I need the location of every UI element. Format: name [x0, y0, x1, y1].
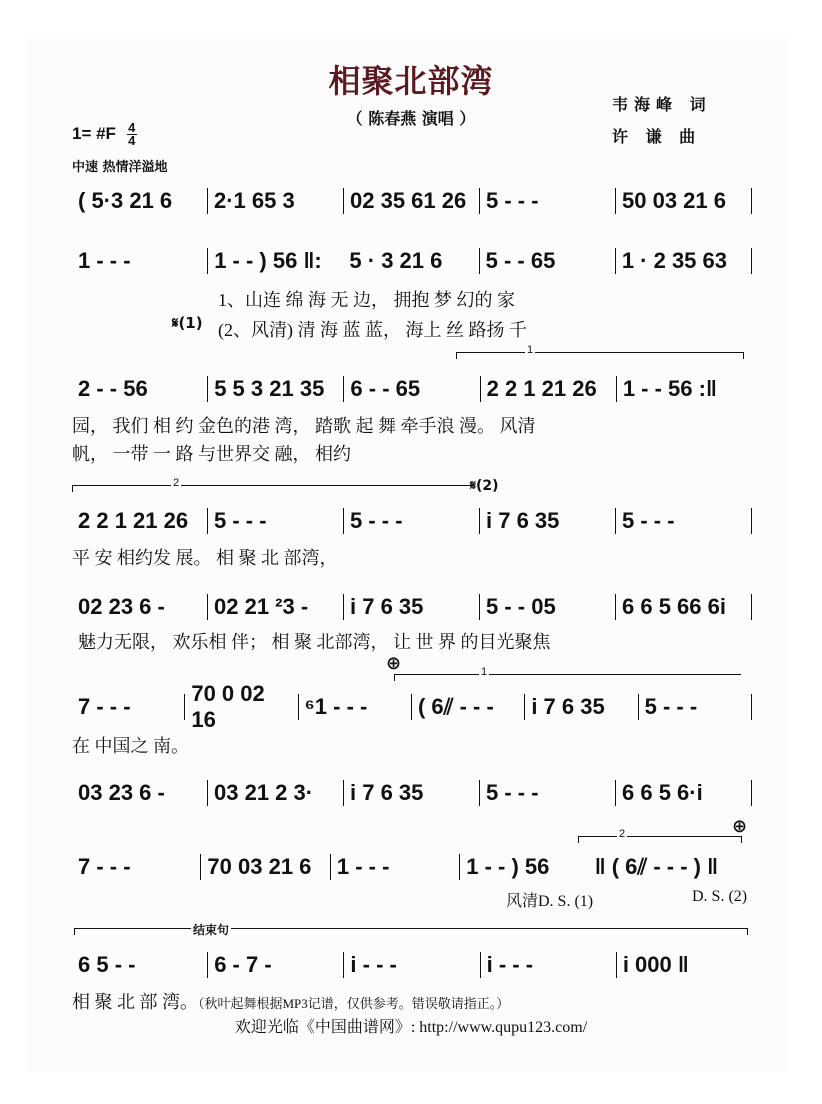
measure: 02 35 61 26	[350, 188, 467, 213]
measure: 1 - - 56 :‖	[622, 376, 717, 401]
measure: 5 - - -	[486, 188, 539, 213]
ds1-marker: 风清D. S. (1)	[506, 893, 594, 910]
song-title: 相聚北部湾	[328, 62, 494, 100]
composer-credit: 许 谦 曲	[612, 127, 702, 146]
staff-row-3	[72, 372, 752, 406]
measure: i 000 ‖	[622, 952, 689, 977]
measure: 1 - - -	[336, 854, 390, 879]
measure: 6 6 5 66 6i	[622, 594, 726, 619]
lyric-verse1-line1: 1、山连 绵 海 无 边， 拥抱 梦 幻的 家	[218, 290, 515, 310]
tempo-marking: 中速 热情洋溢地	[72, 160, 168, 175]
measure: 70 03 21 6	[207, 854, 312, 879]
lyric-line5: 在 中国之 南。	[72, 736, 189, 756]
footer-website: 欢迎光临《中国曲谱网》: http://www.qupu123.com/	[234, 1019, 588, 1036]
time-signature: $\frac{4}{4}$	[128, 120, 136, 148]
coda-icon-2: ⊕	[732, 816, 748, 837]
measure: 5 - - -	[486, 780, 539, 805]
measure: ⁶1 - - -	[304, 694, 368, 719]
lyric-line4: 魅力无限， 欢乐相 伴； 相 聚 北部湾， 让 世 界 的目光聚焦	[78, 632, 551, 652]
measure: 02 23 6 -	[78, 594, 165, 619]
lyricist-credit: 韦海峰 词	[612, 95, 712, 114]
measure: ( 6⫽ - - -	[417, 694, 494, 719]
measure: 5 - - -	[214, 508, 267, 533]
measure: 6 5 - -	[78, 952, 136, 977]
measure: i 7 6 35	[486, 508, 560, 533]
measure: 6 - 7 -	[214, 952, 272, 977]
measure: 6 - - 65	[350, 376, 421, 401]
measure: 5 - - -	[350, 508, 403, 533]
transcriber-note: （秋叶起舞根据MP3记谱，仅供参考。错误敬请指正。）	[198, 996, 510, 1011]
volta-bracket-2: 2	[72, 485, 473, 492]
measure: 70 0 02 16	[191, 681, 265, 732]
measure: 5 - - 05	[486, 594, 556, 619]
measure: 02 21 ²3 -	[214, 594, 309, 619]
ds2-marker: D. S. (2)	[692, 888, 748, 905]
measure: 1 - - ) 56 ‖:	[214, 248, 322, 273]
measure: 2 - - 56	[78, 376, 148, 401]
lyric-line8: 相 聚 北 部 湾。（秋叶起舞根据MP3记谱，仅供参考。错误敬请指正。）	[72, 992, 510, 1012]
measure: i 7 6 35	[350, 780, 424, 805]
volta-bracket-1: 1	[456, 352, 744, 359]
key-signature	[72, 122, 137, 147]
measure: i - - -	[350, 952, 397, 977]
staff-row-8	[72, 850, 752, 884]
measure: 03 23 6 -	[78, 780, 165, 805]
lyric-line3: 平 安 相约发 展。 相 聚 北 部湾，	[72, 548, 338, 568]
volta-bracket-2b: 2	[578, 836, 742, 843]
measure: 5 · 3 21 6	[349, 248, 443, 273]
staff-row-7	[72, 776, 752, 810]
staff-row-9	[72, 948, 752, 982]
measure: i 7 6 35	[531, 694, 605, 719]
measure: 6 6 5 6·i	[622, 780, 703, 805]
lyric-verse2-line1: (2、风清) 清 海 蓝 蓝， 海上 丝 路扬 千	[218, 320, 527, 340]
ending-bracket: 结束句	[74, 928, 748, 935]
measure: 1 - - ) 56	[466, 854, 550, 879]
staff-row-2	[72, 244, 752, 278]
measure: 2 2 1 21 26	[78, 508, 189, 533]
measure: i - - -	[486, 952, 534, 977]
coda-icon: ⊕	[386, 653, 402, 674]
measure: 1 · 2 35 63	[621, 248, 727, 273]
staff-row-4	[72, 504, 752, 538]
segno-2-icon: 𝄋(2)	[470, 478, 499, 494]
lyric-verse2-line2: 帆， 一带 一 路 与世界交 融， 相约	[72, 444, 351, 464]
measure: 03 21 2 3·	[214, 780, 314, 805]
measure: 2·1 65 3	[214, 188, 295, 213]
measure: 5 5 3 21 35	[214, 376, 325, 401]
measure: i 7 6 35	[350, 594, 424, 619]
key-label: 1= #F	[72, 123, 116, 143]
measure: ‖ ( 6⫽ - - - ) ‖	[594, 854, 719, 879]
lyric-verse1-line2: 园， 我们 相 约 金色的港 湾， 踏歌 起 舞 牵手浪 漫。 风清	[72, 416, 536, 436]
measure: 7 - - -	[78, 854, 131, 879]
measure: 5 - - -	[644, 694, 698, 719]
measure: 5 - - -	[622, 508, 675, 533]
measure: ( 5·3 21 6	[78, 188, 173, 213]
measure: 50 03 21 6	[622, 188, 726, 213]
staff-row-6	[72, 681, 752, 732]
staff-row-1	[72, 184, 752, 218]
measure: 7 - - -	[78, 694, 131, 719]
singer-credit: （ 陈春燕 演唱 ）	[346, 109, 476, 128]
measure: 5 - - 65	[485, 248, 556, 273]
volta-bracket-1b: 1	[394, 674, 741, 681]
staff-row-5	[72, 590, 752, 624]
segno-1-icon: 𝄋(1)	[172, 314, 203, 332]
measure: 2 2 1 21 26	[486, 376, 597, 401]
measure: 1 - - -	[78, 248, 131, 273]
